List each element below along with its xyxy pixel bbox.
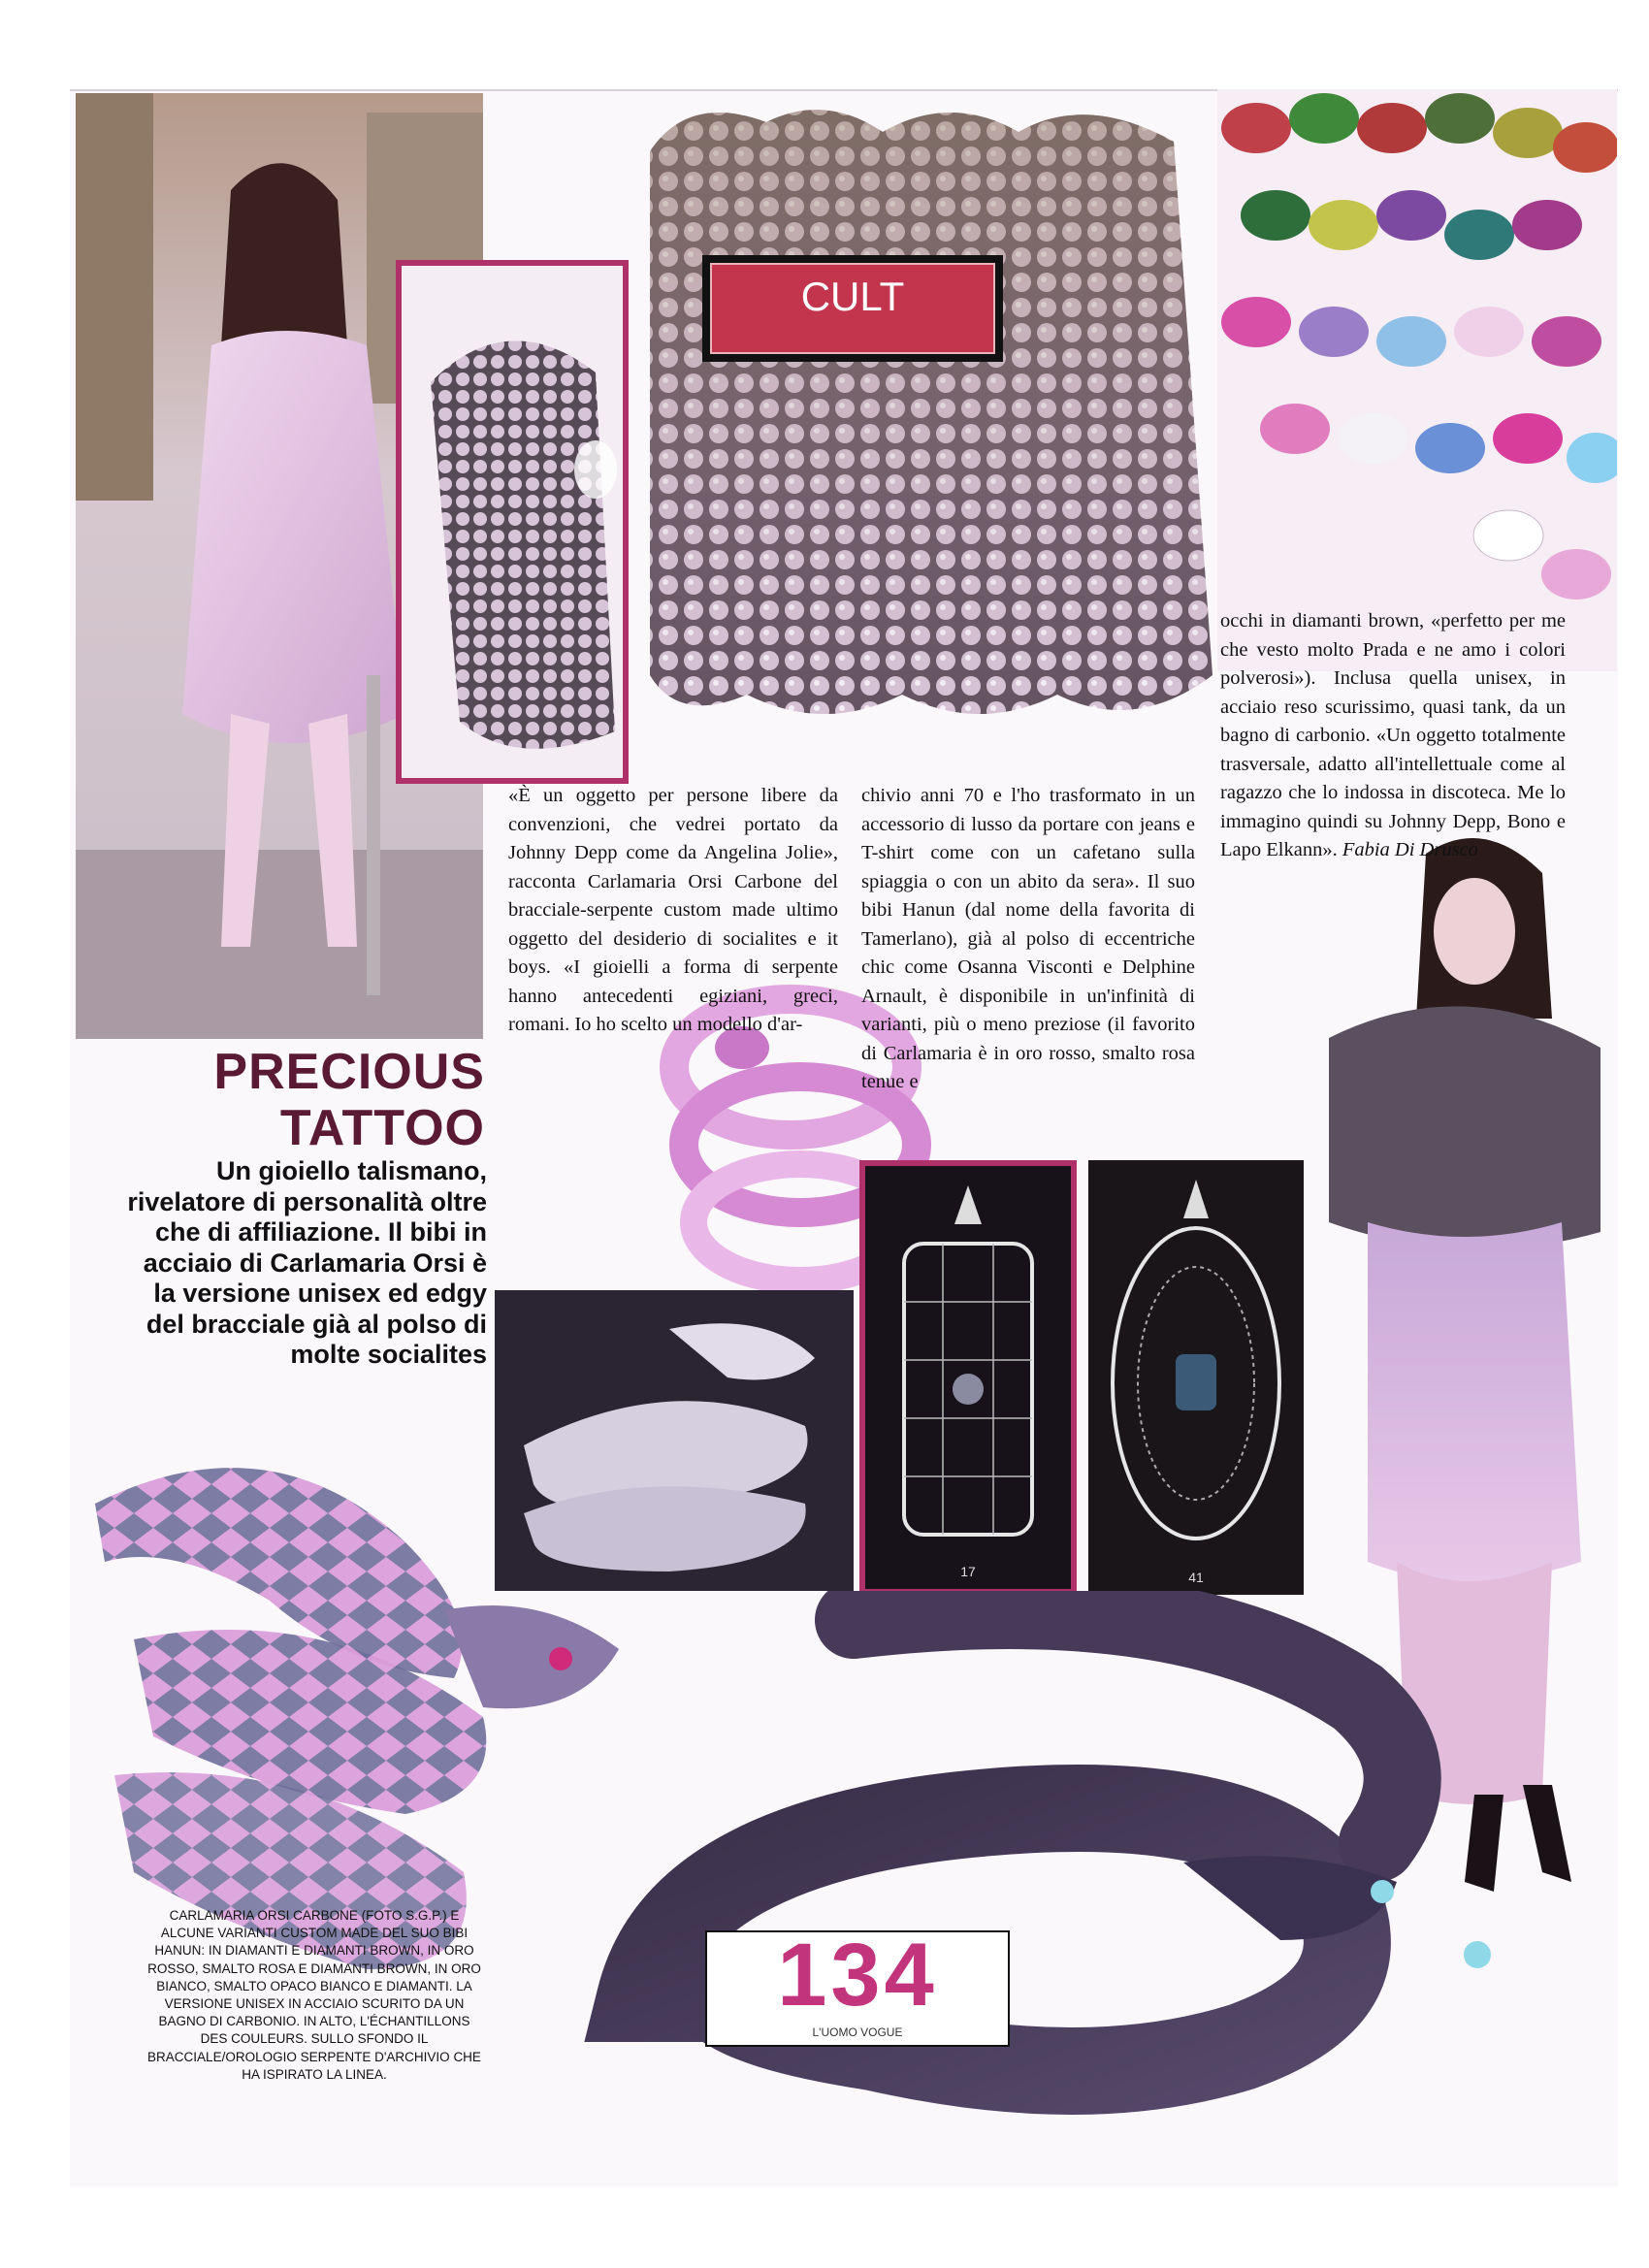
photo-diamond-bracelet [630, 93, 1232, 753]
article-headline [116, 1044, 485, 1156]
photo-pendant-left [859, 1160, 1077, 1595]
photo-diamond-ring-inset [396, 260, 629, 784]
page-number-box [705, 1926, 1010, 2047]
headline-line-1: PRECIOUS [213, 1044, 485, 1100]
pendant-number-right: 41 [1188, 1570, 1204, 1585]
photo-color-samples [1217, 89, 1617, 671]
page-number: 134 [777, 1926, 938, 2025]
article-author: Fabia Di Drusco [1342, 839, 1478, 860]
article-column-1: «È un oggetto per persone libere da convenzioni, che vedrei portato da Johnny Depp come da Angelina Jolie», racconta Carlamaria Orsi Carbone del bracciale-serpente custom made ultimo oggetto del desiderio di socialites e it boys. «I gioielli a forma di serpente hanno antecedenti egiziani, greci, romani. Io ho scelto un modello d'ar- [508, 785, 838, 1035]
cult-label: CULT [710, 263, 995, 354]
magazine-brand: L'UOMO VOGUE [812, 2025, 903, 2039]
photo-dark-snake-bracelet [504, 1591, 1630, 2183]
photo-pendant-right [1088, 1160, 1304, 1595]
photo-caption: CARLAMARIA ORSI CARBONE (FOTO S.G.P.) E ALCUNE VARIANTI CUSTOM MADE DEL SUO BIBI HANUN: IN DIAMANTI E DIAMANTI BROWN, IN ORO ROSSO, SMALTO ROSA E DIAMANTI BROWN, IN ORO BIANCO, SMALTO OPACO BIANCO E DIAMANTI. LA VERSIONE UNISEX IN ACCIAIO SCURITO DA UN BAGNO DI CARBONIO. IN ALTO, L'ÉCHANTILLONS DES COULEURS. SULLO SFONDO IL BRACCIALE/OROLOGIO SERPENTE D'ARCHIVIO CHE HA ISPIRATO LA LINEA. [147, 1908, 481, 2082]
headline-line-2: TATTOO [279, 1100, 485, 1156]
article-column-3 [1220, 607, 1566, 865]
article-column-3-text: occhi in diamanti brown, «perfetto per me che vesto molto Prada e ne amo i colori polverosi»). Inclusa quella unisex, in acciaio reso scurissimo, quasi tank, da un bagno di carbonio. «Un oggetto totalmente trasversale, adatto all'intellettuale come al ragazzo che lo indossa in discoteca. Me lo immagino quindi su Johnny Depp, Bono e Lapo Elkann». [1220, 610, 1566, 860]
pendant-number-left: 17 [960, 1564, 976, 1579]
cult-banner [702, 255, 1003, 362]
article-subhead: Un gioiello talismano, rivelatore di personalità oltre che di affiliazione. Il bibi in acciaio di Carlamaria Orsi è la versione unisex ed edgy del bracciale già al polso di molte socialites [127, 1156, 487, 1369]
article-column-2: chivio anni 70 e l'ho trasformato in un accessorio di lusso da portare con jeans e T-shirt come con un cafetano sulla spiaggia o con un abito da sera». Il suo bibi Hanun (dal nome della favorita di Tamerlano), già al polso di eccentriche chic come Osanna Visconti e Delphine Arnault, è disponibile in un'infinità di varianti, più o meno preziose (il favorito di Carlamaria è in oro rosso, smalto rosa tenue e [861, 785, 1195, 1092]
